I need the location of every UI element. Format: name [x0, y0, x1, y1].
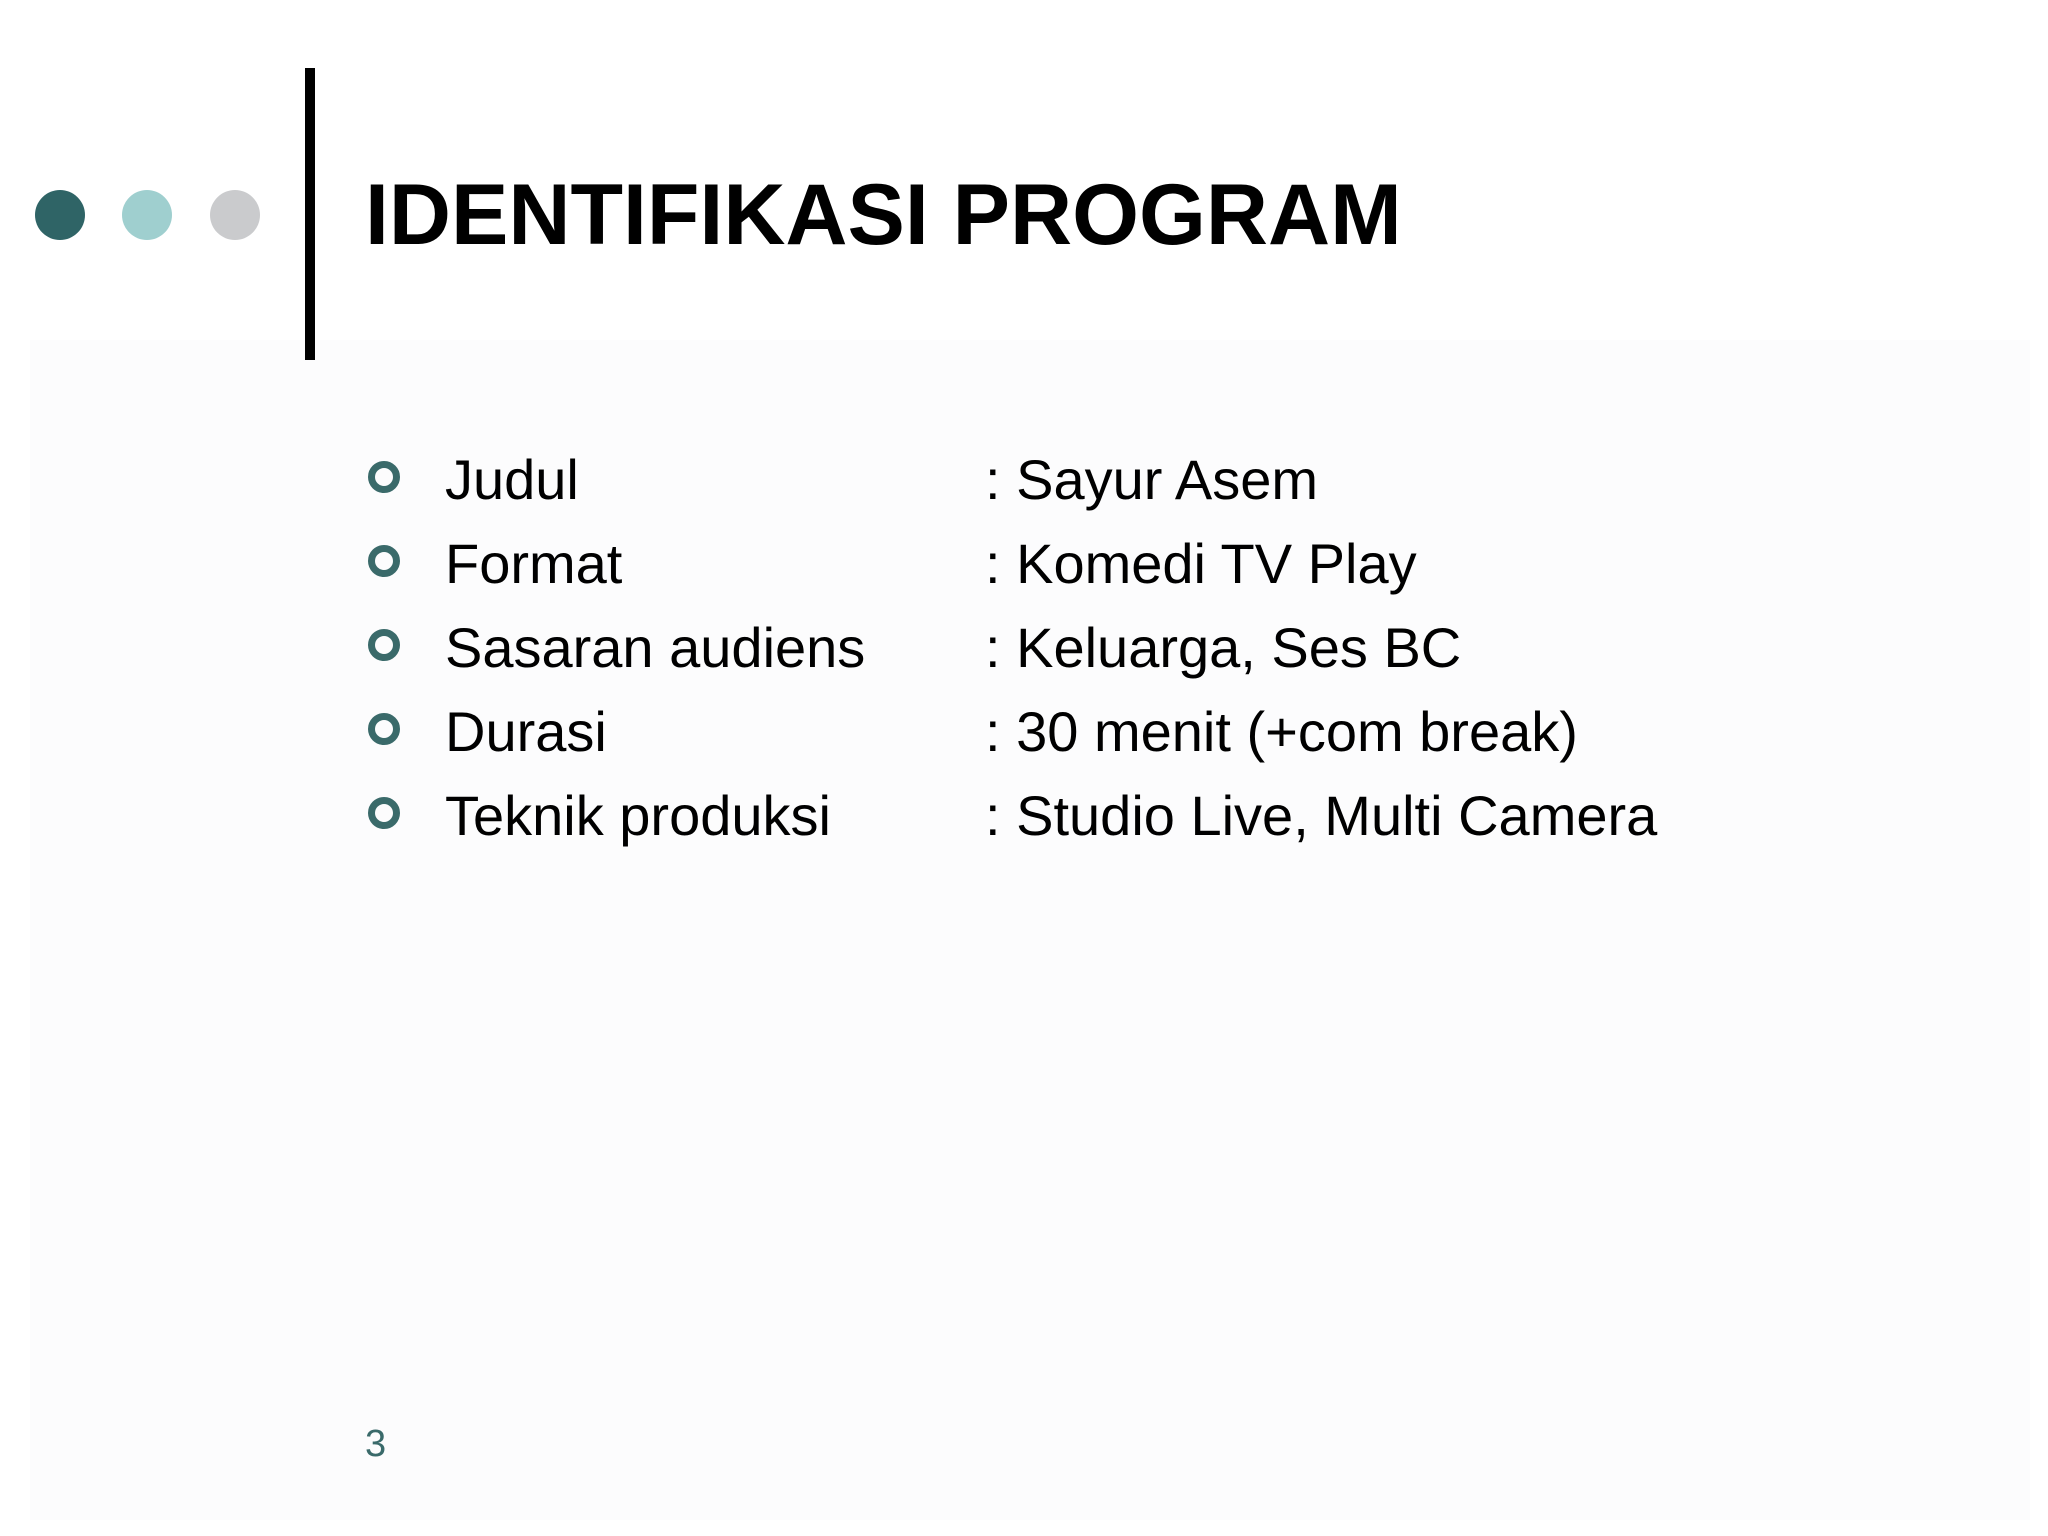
- item-label: Durasi: [445, 700, 607, 763]
- gray-dot-icon: [210, 190, 260, 240]
- ring-bullet-icon: [368, 713, 400, 745]
- page-number: 3: [365, 1423, 387, 1465]
- list-item: [365, 774, 1965, 858]
- ring-bullet-icon: [368, 629, 400, 661]
- item-value: : Komedi TV Play: [985, 532, 1417, 595]
- list-item: [365, 522, 1965, 606]
- light-teal-dot-icon: [122, 190, 172, 240]
- ring-bullet-icon: [368, 797, 400, 829]
- slide-title: IDENTIFIKASI PROGRAM: [365, 167, 1402, 263]
- item-label: Format: [445, 532, 623, 595]
- list-item: [365, 438, 1965, 522]
- item-label: Teknik produksi: [445, 784, 831, 847]
- item-label: Judul: [445, 448, 579, 511]
- item-value: : Studio Live, Multi Camera: [985, 784, 1658, 847]
- dark-teal-dot-icon: [35, 190, 85, 240]
- program-identification-list: [365, 438, 1965, 858]
- ring-bullet-icon: [368, 545, 400, 577]
- item-value: : Sayur Asem: [985, 448, 1319, 511]
- list-item: [365, 606, 1965, 690]
- item-value: : Keluarga, Ses BC: [985, 616, 1462, 679]
- title-divider-line: [305, 68, 315, 360]
- list-item: [365, 690, 1965, 774]
- item-value: : 30 menit (+com break): [985, 700, 1578, 763]
- item-label: Sasaran audiens: [445, 616, 866, 679]
- ring-bullet-icon: [368, 461, 400, 493]
